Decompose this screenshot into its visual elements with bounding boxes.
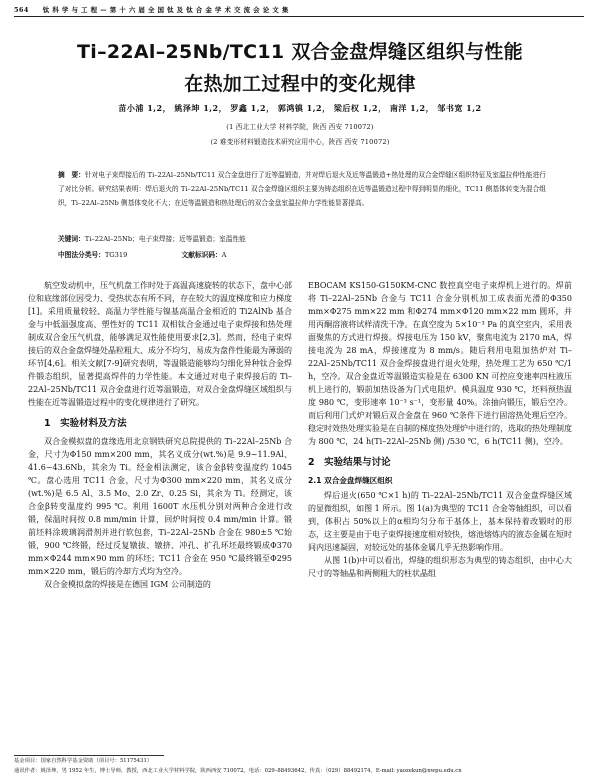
left-column [28,279,292,591]
body-paragraph: 从图 1(b)中可以看出，焊缝的组织形态为典型的铸态组织，由中心大尺寸的等轴晶和两侧粗大的柱状晶组 [308,556,572,578]
affiliation-1: (1 西北工业大学 材料学院，陕西 西安 710072) [226,123,374,131]
title-line-2: 在热加工过程中的变化规律 [184,73,416,95]
clc-label: 中图法分类号： [58,251,105,259]
running-header [14,5,303,14]
running-title: 钛 科 学 与 工 程 — 第 十 六 届 全 国 钛 及 钛 合 金 学 术 交 流 会 论 文 集 [42,6,289,14]
footnote-funding: 基金项目：国家自然科学基金资助（项目号：51175431） [14,758,153,764]
abstract-text: 针对电子束焊接后的 Ti–22Al–25Nb/TC11 双合金盘进行了近等温锻造，并对焊后退火及近等温锻造+热处理的双合金焊缝区组织特征及室温拉伸性能进行了对比分析。研究结果表明：焊后退火的 Ti–22Al–25Nb/TC11 双合金焊缝区组织主要为铸态组织在近等温锻造过程中得到明显的细化，TC11 侧基体转变为混合组织，Ti–22Al–25Nb 侧基体变化不大；在近等温锻造和热处理后的双合金盘室温拉伸力学性能显著提高。 [58,171,546,207]
keywords-label: 关键词： [58,235,85,243]
classification [58,249,546,259]
doc-code: A [221,251,227,259]
intro-paragraph: 航空发动机中，压气机盘工作时处于高温高速旋转的状态下，盘中心部位和底缘部位因受力、受热状态有所不同，存在较大的温度梯度和应力梯度[1]。采用质量较轻、高温力学性能与镍基高温合金相近的 Ti2AlNb 基合金与中低温强度高、塑性好的 TC11 双相钛合金通过电子束焊接和热处理制成双合金压气机盘，能够满足双性能使用要求[2,3]。然而，经电子束焊接后的双合金盘焊缝处晶粒粗大、成分不均匀，易成为盘件性能最为薄弱的环节[4,6]。相关文献[7-9]研究表明，等温锻造能够均匀细化异种钛合金焊件锻态组织，显著提高焊件的力学性能。本文通过对电子束焊接后的 Ti–22Al–25Nb/TC11 双合金盘进行近等温锻造，对双合金盘焊缝区域组织与性能在近等温锻造过程中的变化规律进行了研究。 [28,281,292,407]
subsection-2-1-heading: 2.1 双合金盘焊缝区组织 [308,476,393,485]
body-paragraph: 焊后退火(650 ℃×1 h)的 Ti–22Al–25Nb/TC11 双合金盘焊缝区域的显微组织，如图 1 所示。图 1(a)为典型的 TC11 合金等轴组织，可以看到，体积占 50%以上的α相均匀分布于基体上，基本保持着改锻时的形态，这主要是由于电子束焊接速度相对较快，熔池熔炼内的液态金属在短时间内迅速凝固，对较远处的基体金属几乎无热影响作用。 [308,491,572,552]
body-paragraph: EBOCAM KS150-G150KM-CNC 数控真空电子束焊机上进行的。焊前将 Ti–22Al–25Nb 合金与 TC11 合金分别机加工成表面光滑的Φ350 mm×Φ275 mm×22 mm 和Φ274 mm×Φ120 mm×22 mm 圆环，并用丙酮溶液将试样清洗干净。在真空度为 5×10⁻³ Pa 的真空室内，采用表面聚焦的方式进行焊接。焊接电压为 150 kV，聚焦电流为 2170 mA，焊接电流为 28 mA，焊接速度为 8 mm/s。随后利用电阻加热炉对 Ti–22Al–25Nb/TC11 双合金焊接盘进行退火处理，热处理工艺为 650 ℃/1 h，空冷。双合金盘近等温锻造实验是在 6300 KN 可控应变速率四柱液压机上进行的，锻前加热设备为门式电阻炉。模具温度 930 ℃，坯料预热温度 980 ℃，变形速率 10⁻³ s⁻¹，变形量 40%。涂抽向锻压，锻后空冷。而后利用门式炉对锻后双合金盘在 960 ℃条件下进行固溶热处理后空冷。稳定时效热处理实验是在自制的梯度热处理炉中进行的，选取的热处理制度为 800 ℃，24 h(Ti–22Al–25Nb 侧) /530 ℃，6 h(TC11 侧)，空冷。 [308,281,572,446]
keywords-text: Ti–22Al–25Nb；电子束焊接；近等温锻造；室温性能 [84,235,246,243]
title-line-1: Ti–22Al–25Nb/TC11 双合金盘焊缝区组织与性能 [77,41,523,63]
page-number: 564 [14,6,29,14]
keywords [58,233,546,243]
right-column [308,279,572,580]
footnote-rule [14,755,164,756]
body-paragraph: 双合金模拟盘的焊接是在德国 IGM 公司制造的 [44,580,211,589]
abstract [58,168,546,210]
clc-code: TG319 [104,251,128,259]
doc-code-label: 文献标识码： [181,251,222,259]
header-rule [14,16,584,17]
abstract-label: 摘 要： [58,171,85,179]
section-1-heading: 1 实验材料及方法 [44,418,127,429]
body-paragraph: 双合金模拟盘的盘缘选用北京钢铁研究总院提供的 Ti–22Al–25Nb 合金，尺寸为Φ150 mm×200 mm，其名义成分(wt.%)是 9.9~11.9Al、41.6~43.6Nb，其余为 Ti。经金相法测定，该合金β转变温度约 1045 ℃。盘心选用 TC11 合金，尺寸为Φ300 mm×220 mm，其名义成分(wt.%)是 6.5 Al、3.5 Mo、2.0 Zr、0.25 Si，其余为 Ti。经测定，该合金β转变温度约 995 ℃。利用 1600T 水压机分别对两种合金进行改锻，保温时间按 0.8 mm/min 计算，回炉时间按 0.4 mm/min 计算。锻前坯料涂玻璃润滑剂并进行软包套，Ti–22Al–25Nb 合金在 980±5 ℃始锻，900 ℃终锻，经过反复镦拔、镦挤、冲孔、扩孔环坯最终锻成Φ370 mm×Φ244 mm×90 mm 的环坯；TC11 合金在 950 ℃最终锻至Φ295 mm×220 mm，锻后的冷却方式均为空冷。 [28,437,292,576]
section-2-heading: 2 实验结果与讨论 [308,457,391,468]
author-list: 苗小浦 1,2， 姚泽坤 1,2， 罗鑫 1,2， 郭鸿镇 1,2， 梁后权 1,2， 南洋 1,2， 邹书宽 1,2 [118,103,482,113]
affiliation-2: (2 难变形材料锻造技术研究应用中心，陕西 西安 710072) [210,138,390,146]
footnote-correspondence: 通讯作者：姚泽坤，男 1952 年生，博士导师，教授，西北工业大学材料学院，陕西西安 710072。电话：029–88493642，传真：（029）88492174，E-mail: yaozekun@nwpu.edu.cn [14,768,462,774]
